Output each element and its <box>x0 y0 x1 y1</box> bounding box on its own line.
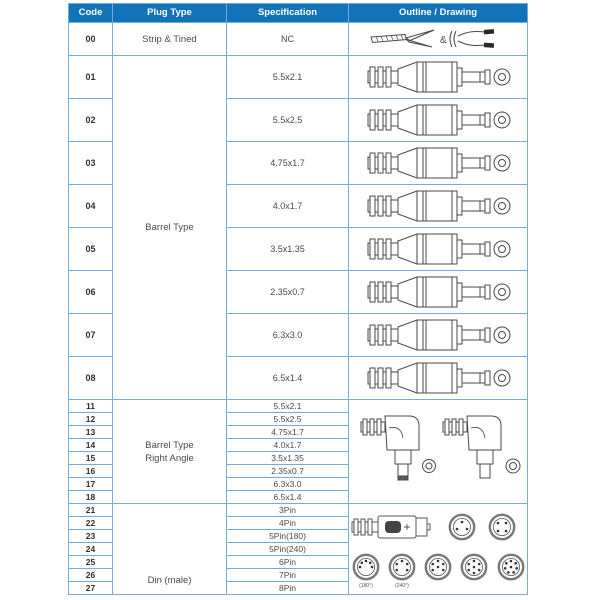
plug-spec-table <box>68 3 528 595</box>
washer-icon <box>422 459 435 472</box>
spec-cell: 3Pin <box>227 504 349 517</box>
spec-cell: 4.75x1.7 <box>227 426 349 439</box>
pin-angle-label: (240°) <box>394 583 409 589</box>
pin-angle-label: (180°) <box>358 583 373 589</box>
code-cell: 24 <box>69 543 113 556</box>
code-cell: 27 <box>69 582 113 595</box>
header-row <box>69 4 528 23</box>
code-cell: 05 <box>69 228 113 271</box>
drawing-cell <box>349 23 528 56</box>
code-cell: 06 <box>69 271 113 314</box>
ampersand-label: & <box>440 35 447 46</box>
drawing-cell <box>349 56 528 99</box>
spec-cell: 4.0x1.7 <box>227 185 349 228</box>
spec-cell: 4.0x1.7 <box>227 439 349 452</box>
code-cell: 17 <box>69 478 113 491</box>
code-cell: 07 <box>69 314 113 357</box>
drawing-cell <box>349 400 528 504</box>
spec-cell: 6.3x3.0 <box>227 314 349 357</box>
din-face-5pin-240-icon <box>389 555 413 589</box>
spec-cell: 2.35x0.7 <box>227 465 349 478</box>
code-cell: 01 <box>69 56 113 99</box>
code-cell: 18 <box>69 491 113 504</box>
code-cell: 25 <box>69 556 113 569</box>
spec-cell: 6.5x1.4 <box>227 357 349 400</box>
plug-type-cell: Barrel Type <box>113 56 227 400</box>
din-male-connectors-icon <box>350 505 527 593</box>
code-cell: 14 <box>69 439 113 452</box>
barrel-plug-with-washer-icon <box>349 188 527 224</box>
code-cell: 26 <box>69 569 113 582</box>
col-header-outline-drawing: Outline / Drawing <box>349 4 528 23</box>
spec-cell: 4.75x1.7 <box>227 142 349 185</box>
code-cell: 03 <box>69 142 113 185</box>
col-header-code: Code <box>69 4 113 23</box>
din-face-4pin-icon <box>489 515 513 539</box>
code-cell: 21 <box>69 504 113 517</box>
code-cell: 00 <box>69 23 113 56</box>
code-cell: 11 <box>69 400 113 413</box>
spec-cell: 4Pin <box>227 517 349 530</box>
spec-cell: 7Pin <box>227 569 349 582</box>
col-header-specification: Specification <box>227 4 349 23</box>
right-angle-plug-icon <box>361 416 419 480</box>
code-cell: 22 <box>69 517 113 530</box>
plug-type-line: Right Angle <box>145 452 194 464</box>
spec-cell: 6.3x3.0 <box>227 478 349 491</box>
barrel-plug-with-washer-icon <box>349 102 527 138</box>
plug-type-line: Barrel Type <box>145 439 194 451</box>
barrel-plug-with-washer-icon <box>349 360 527 396</box>
spec-cell: 5.5x2.5 <box>227 413 349 426</box>
spec-cell: 3.5x1.35 <box>227 228 349 271</box>
din-face-3pin-icon <box>449 515 473 539</box>
plug-type-cell: Strip & Tined <box>113 23 227 56</box>
spec-cell: 8Pin <box>227 582 349 595</box>
code-cell: 08 <box>69 357 113 400</box>
spec-cell: 5Pin(240) <box>227 543 349 556</box>
din-plug-side-view-icon <box>352 516 430 538</box>
col-header-plug-type: Plug Type <box>113 4 227 23</box>
table-row <box>69 23 528 56</box>
spec-cell: 5.5x2.1 <box>227 56 349 99</box>
spec-cell: 5Pin(180) <box>227 530 349 543</box>
spec-cell: 6.5x1.4 <box>227 491 349 504</box>
washer-icon <box>506 459 520 473</box>
code-cell: 16 <box>69 465 113 478</box>
code-cell: 15 <box>69 452 113 465</box>
drawing-cell <box>349 228 528 271</box>
plug-type-cell: Din (male) <box>113 504 227 595</box>
barrel-plug-with-washer-icon <box>349 317 527 353</box>
code-cell: 02 <box>69 99 113 142</box>
drawing-cell <box>349 99 528 142</box>
table-row <box>69 504 528 517</box>
spec-cell: NC <box>227 23 349 56</box>
spec-cell: 3.5x1.35 <box>227 452 349 465</box>
code-cell: 13 <box>69 426 113 439</box>
plug-spec-sheet <box>68 3 528 595</box>
barrel-plug-with-washer-icon <box>349 274 527 310</box>
table-row <box>69 400 528 413</box>
code-cell: 12 <box>69 413 113 426</box>
spec-cell: 5.5x2.1 <box>227 400 349 413</box>
din-face-6pin-icon <box>425 555 449 579</box>
plug-type-cell <box>113 400 227 504</box>
drawing-cell <box>349 314 528 357</box>
drawing-cell <box>349 504 528 595</box>
spec-cell: 2.35x0.7 <box>227 271 349 314</box>
barrel-plug-with-washer-icon <box>349 231 527 267</box>
spec-cell: 6Pin <box>227 556 349 569</box>
drawing-cell <box>349 185 528 228</box>
barrel-plug-with-washer-icon <box>349 145 527 181</box>
code-cell: 04 <box>69 185 113 228</box>
drawing-cell <box>349 142 528 185</box>
din-face-8pin-icon <box>498 555 522 579</box>
din-face-7pin-icon <box>461 555 485 579</box>
din-face-5pin-180-icon <box>353 555 377 589</box>
right-angle-plug-icon <box>443 416 501 478</box>
table-row <box>69 56 528 99</box>
spec-cell: 5.5x2.5 <box>227 99 349 142</box>
barrel-plug-with-washer-icon <box>349 59 527 95</box>
code-cell: 23 <box>69 530 113 543</box>
stripped-and-tinned-wires-icon <box>368 26 508 52</box>
drawing-cell <box>349 271 528 314</box>
right-angle-barrel-plugs-icon <box>351 410 526 494</box>
drawing-cell <box>349 357 528 400</box>
